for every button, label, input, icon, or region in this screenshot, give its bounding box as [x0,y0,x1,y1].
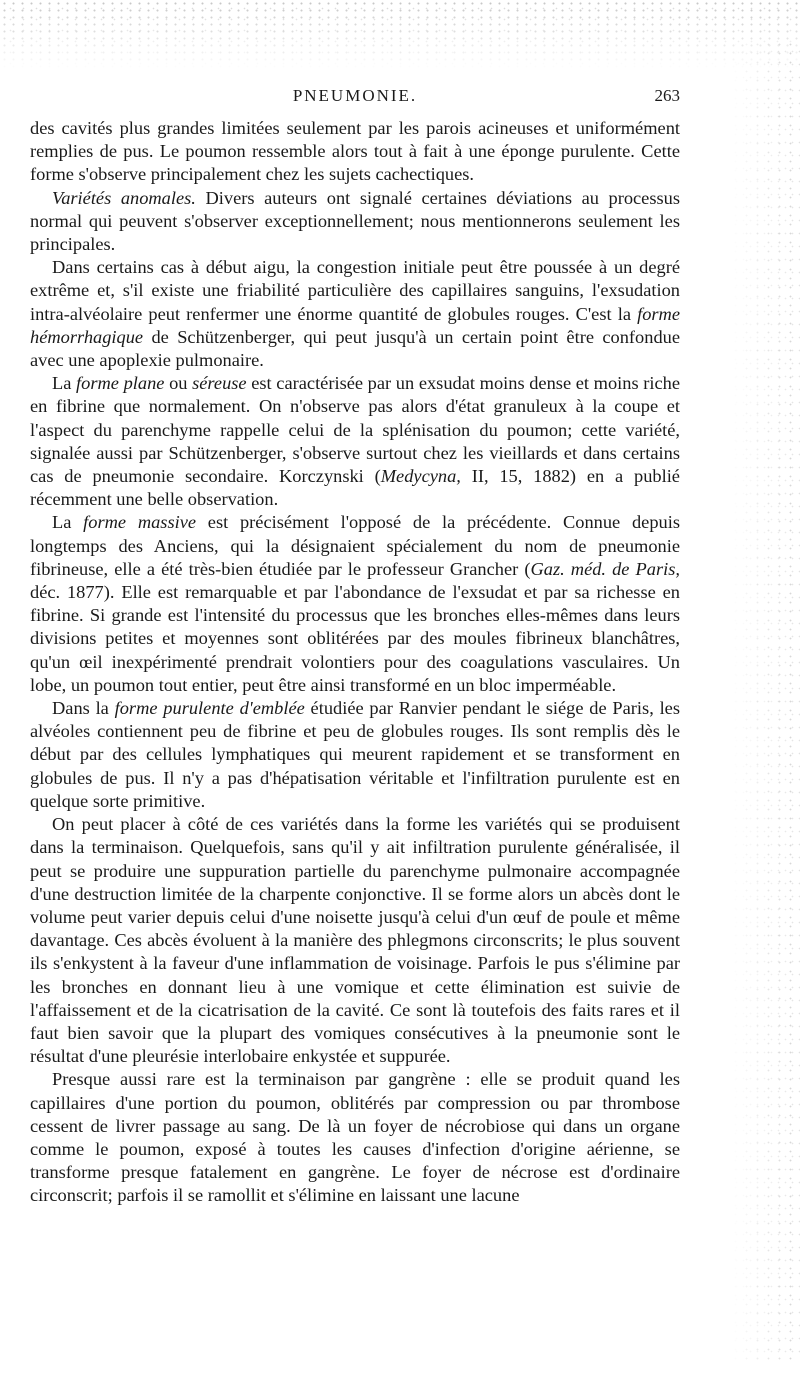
paragraph [30,187,680,257]
text-segment: des cavités plus grandes limitées seulement par les parois acineuses et uniformément remplies de pus. Le poumon ressemble alors tout à fait à une éponge purulente. Cette forme s'observe principalement chez les sujets cachectiques. [30,118,680,185]
text-segment: On peut placer à côté de ces variétés dans la forme les variétés qui se produisent dans la terminaison. Quelquefois, sans qu'il y ait infiltration purulente généralisée, il peut se produire une suppuration partielle du parenchyme pulmonaire accompagnée d'une destruction limitée de la charpente conjonctive. Il se forme alors un abcès dont le volume peut varier depuis celui d'une noisette jusqu'à celui d'un œuf de poule et même davantage. Ces abcès évoluent à la manière des phlegmons circonscrits; le plus souvent ils s'enkystent à la faveur d'une inflammation de voisinage. Parfois le pus s'élimine par les bronches en donnant lieu à une vomique et cette élimination est suivie de l'affaissement et de la cicatrisation de la cavité. Ce sont là toutefois des faits rares et il faut bien savoir que la plupart des vomiques consécutives à la pneumonie sont le résultat d'une pleurésie interlobaire enkystée et suppurée. [30,814,680,1067]
text-segment: La [52,373,77,394]
text-segment: est précisément l'opposé de la précédente. Connue depuis longtemps des Anciens, qui la désignaient spécialement du nom de pneumonie fibrineuse, elle a été très-bien étudiée par le professeur Grancher ( [30,512,680,579]
text-segment: II, 15, 1882) en a publié récemment une belle observation. [30,466,680,510]
text-segment: déc. 1877). Elle est remarquable et par l'abondance de l'exsudat et par sa richesse en fibrine. Si grande est l'intensité du processus que les bronches elles-mêmes dans leurs divisions petites et moyennes sont oblitérées par des moules fibrineux blanchâtres, qu'un œil inexpérimenté prendrait volontiers pour des coagulations vasculaires. Un lobe, un poumon tout entier, peut être ainsi transformé en un bloc imperméable. [30,582,680,695]
text-segment: ou [164,373,193,394]
text-segment: est caractérisée par un exsudat moins dense et moins riche en fibrine que normalement. On n'observe pas alors d'état granuleux à la coupe et l'aspect du parenchyme rappelle celui de la splénisation du poumon; cette variété, signalée aussi par Schützenberger, s'observe surtout chez les vieillards et dans certains cas de pneumonie secondaire. Korczynski ( [30,373,680,487]
running-title: PNEUMONIE. [292,86,418,105]
section-heading: Variétés anomales. [52,187,196,208]
paragraph [30,117,680,187]
paragraph [30,813,680,1068]
paragraph [30,372,680,511]
text-segment: de Schützenberger, qui peut jusqu'à un certain point être confondue avec une apoplexie pulmonaire. [30,326,680,371]
text-segment: Dans certains cas à début aigu, la congestion initiale peut être poussée à un degré extrême et, s'il existe une friabilité particulière des capillaires sanguins, l'exsudation intra-alvéolaire peut renfermer une énorme quantité de globules rouges. C'est la [30,257,680,324]
paragraph [30,256,680,372]
page-header [30,86,680,110]
scan-speckle-top [0,0,800,70]
paragraph [30,511,680,697]
body-text [30,117,680,1208]
scan-speckle-right [730,40,800,1360]
italic-term: forme hémorrhagique [30,303,680,347]
italic-citation: Medycyna, [380,466,461,487]
text-segment: Dans la [52,698,115,719]
page-number: 263 [654,86,680,105]
italic-term: forme plane [76,373,165,394]
text-segment: Presque aussi rare est la terminaison par gangrène : elle se produit quand les capillaires d'une portion du poumon, oblitérés par compression ou par thrombose cessent de livrer passage au sang. De là un foyer de nécrobiose qui dans un organe comme le poumon, exposé à toutes les causes d'infection d'origine aérienne, se transforme presque fatalement en gangrène. Le foyer de nécrose est d'ordinaire circonscrit; parfois il se ramollit et s'élimine en laissant une lacune [30,1069,680,1206]
text-segment: La [52,512,84,533]
paragraph [30,1068,680,1207]
text-segment: étudiée par Ranvier pendant le siége de Paris, les alvéoles contiennent peu de fibrine et peu de globules rouges. Ils sont remplis dès le début par des cellules lymphatiques qui meurent rapidement et se transforment en globules de pus. Il n'y a pas d'hépatisation véritable et l'infiltration purulente est en quelque sorte primitive. [30,698,680,811]
paragraph [30,697,680,813]
italic-term: forme purulente d'emblée [114,698,305,719]
italic-term: séreuse [192,373,247,394]
italic-term: forme massive [83,512,197,533]
italic-citation: Gaz. méd. de Paris, [530,558,681,579]
text-segment: Divers auteurs ont signalé certaines déviations au processus normal qui peuvent s'observer exceptionnellement; nous mentionnerons seulement les principales. [30,187,681,255]
